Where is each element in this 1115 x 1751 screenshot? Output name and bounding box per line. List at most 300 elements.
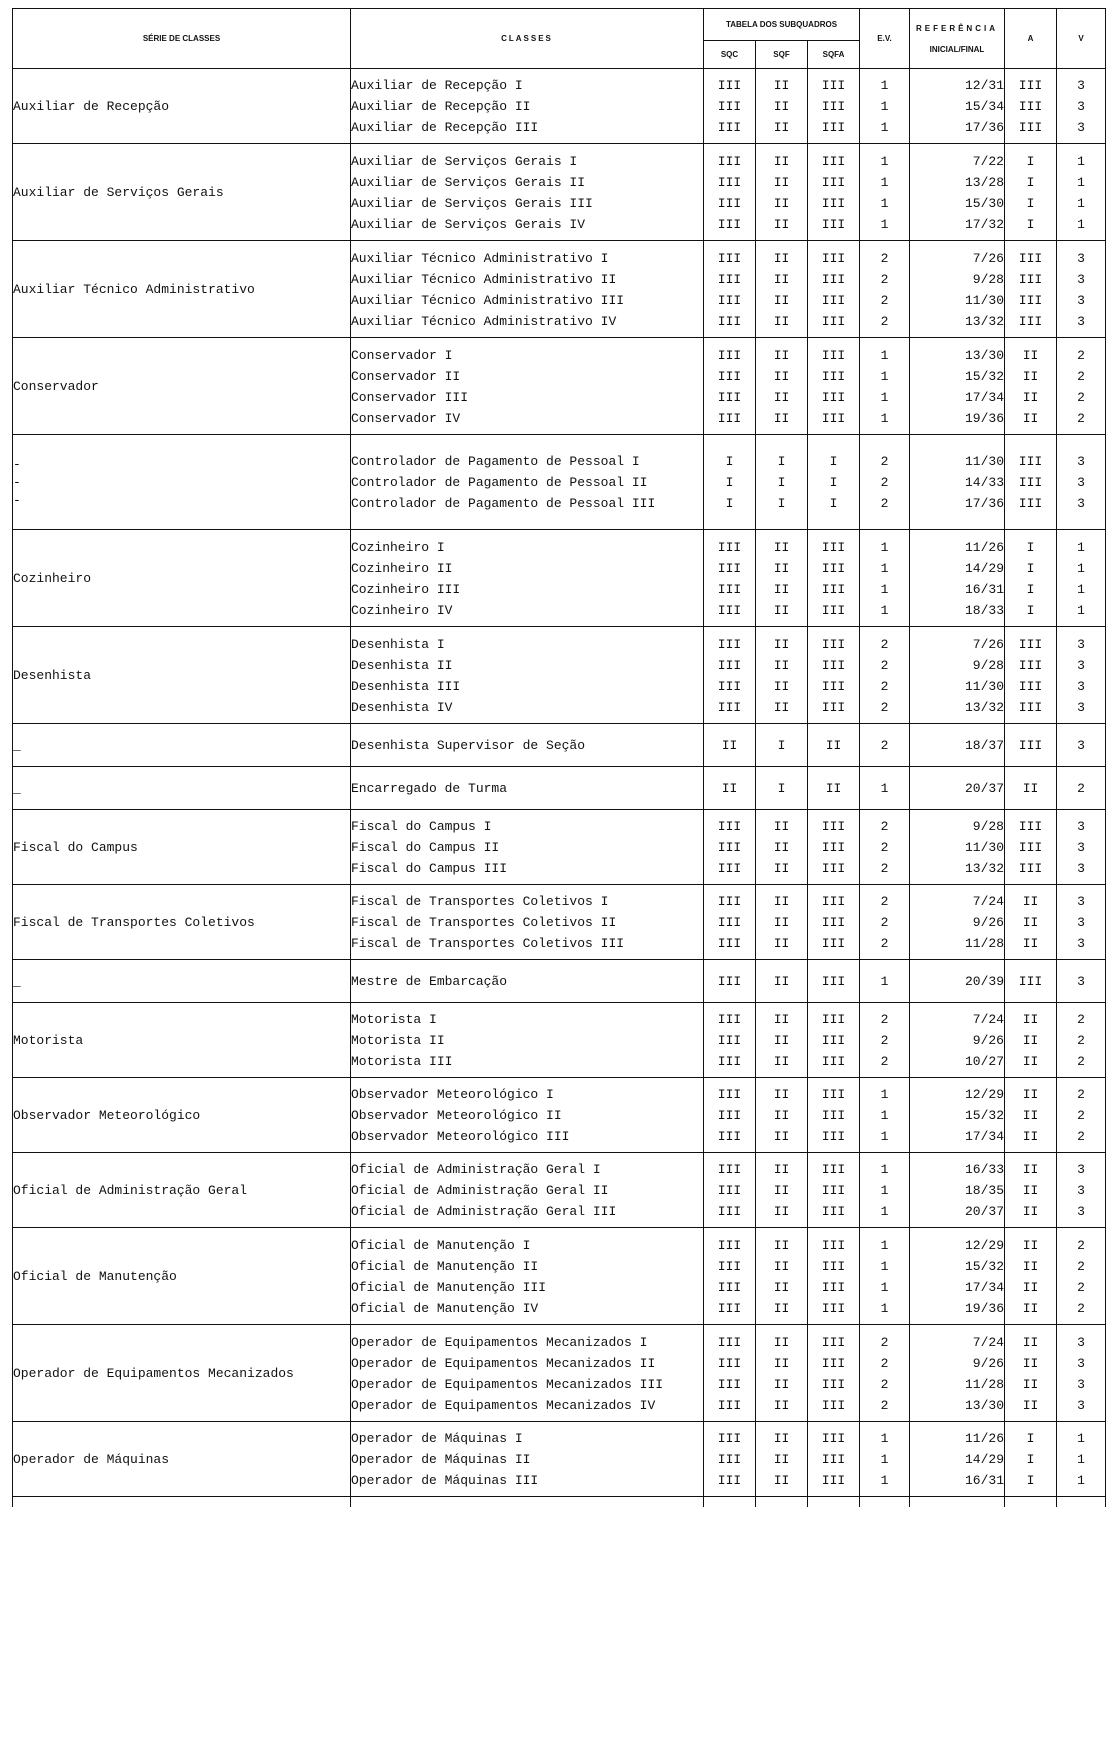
referencia-cell: 17/36 [910,493,1005,530]
serie-de-classes-cell: Oficial de Administração Geral [13,1153,351,1228]
sqc-cell: III [704,960,756,1003]
a-cell: II [1005,767,1057,810]
table-row [13,885,1106,912]
table-row [13,724,1106,767]
sqc-cell: III [704,1003,756,1030]
bottom-border-cell [704,1497,756,1507]
sqc-cell: III [704,366,756,387]
table-row [13,960,1106,1003]
ev-cell: 1 [860,1422,910,1449]
sqfa-cell: III [808,241,860,269]
bottom-border-cell [860,1497,910,1507]
sqc-cell: III [704,1228,756,1256]
referencia-cell: 17/34 [910,1277,1005,1298]
referencia-cell: 16/31 [910,1470,1005,1497]
sqc-cell: III [704,1153,756,1180]
v-cell: 3 [1057,1374,1106,1395]
v-cell: 3 [1057,960,1106,1003]
classe-cell: Auxiliar de Serviços Gerais IV [351,214,704,241]
sqfa-cell: III [808,1078,860,1105]
v-cell: 3 [1057,1201,1106,1228]
sqc-cell: I [704,435,756,472]
classes-table [12,8,1106,1507]
header-ev: E.V. [860,9,910,69]
serie-de-classes-cell: Motorista [13,1003,351,1078]
sqfa-cell: III [808,1298,860,1325]
serie-de-classes-cell: Desenhista [13,627,351,724]
sqf-cell: II [756,627,808,655]
ev-cell: 2 [860,241,910,269]
sqc-cell: III [704,241,756,269]
sqfa-cell: III [808,1374,860,1395]
a-cell: II [1005,1256,1057,1277]
referencia-cell: 13/32 [910,311,1005,338]
classe-cell: Conservador II [351,366,704,387]
ev-cell: 2 [860,885,910,912]
v-cell: 1 [1057,579,1106,600]
bottom-border-cell [351,1497,704,1507]
sqf-cell: II [756,885,808,912]
v-cell: 3 [1057,311,1106,338]
a-cell: II [1005,366,1057,387]
v-cell: 3 [1057,912,1106,933]
sqfa-cell: III [808,1277,860,1298]
a-cell: III [1005,724,1057,767]
ev-cell: 1 [860,408,910,435]
a-cell: II [1005,1003,1057,1030]
a-cell: III [1005,655,1057,676]
classe-cell: Operador de Máquinas I [351,1422,704,1449]
serie-de-classes-cell: _ [13,724,351,767]
a-cell: II [1005,1153,1057,1180]
ev-cell: 2 [860,837,910,858]
a-cell: II [1005,1051,1057,1078]
sqfa-cell: III [808,1449,860,1470]
classe-cell: Fiscal de Transportes Coletivos III [351,933,704,960]
v-cell: 2 [1057,366,1106,387]
sqfa-cell: III [808,96,860,117]
v-cell: 1 [1057,1449,1106,1470]
classe-cell: Auxiliar Técnico Administrativo IV [351,311,704,338]
classe-cell: Desenhista II [351,655,704,676]
sqfa-cell: III [808,338,860,366]
sqc-cell: III [704,269,756,290]
sqc-cell: III [704,530,756,558]
v-cell: 3 [1057,269,1106,290]
sqf-cell: II [756,579,808,600]
v-cell: 3 [1057,1353,1106,1374]
classe-cell: Conservador I [351,338,704,366]
sqc-cell: III [704,1395,756,1422]
v-cell: 3 [1057,241,1106,269]
referencia-cell: 11/30 [910,290,1005,311]
header-sqfa: SQFA [808,41,860,69]
ev-cell: 1 [860,1105,910,1126]
sqf-cell: II [756,1298,808,1325]
sqf-cell: II [756,69,808,96]
sqf-cell: II [756,269,808,290]
sqf-cell: II [756,655,808,676]
referencia-cell: 17/34 [910,387,1005,408]
a-cell: I [1005,214,1057,241]
ev-cell: 2 [860,1353,910,1374]
bottom-border-cell [808,1497,860,1507]
sqf-cell: I [756,472,808,493]
ev-cell: 1 [860,387,910,408]
a-cell: III [1005,676,1057,697]
sqfa-cell: III [808,1353,860,1374]
sqfa-cell: III [808,697,860,724]
v-cell: 2 [1057,1277,1106,1298]
referencia-cell: 7/26 [910,627,1005,655]
ev-cell: 1 [860,96,910,117]
sqfa-cell: III [808,1105,860,1126]
classe-cell: Mestre de Embarcação [351,960,704,1003]
sqc-cell: III [704,655,756,676]
a-cell: I [1005,600,1057,627]
v-cell: 3 [1057,933,1106,960]
referencia-cell: 9/28 [910,655,1005,676]
v-cell: 3 [1057,1180,1106,1201]
classe-cell: Oficial de Manutenção IV [351,1298,704,1325]
a-cell: II [1005,933,1057,960]
v-cell: 3 [1057,810,1106,837]
serie-de-classes-cell: Fiscal de Transportes Coletivos [13,885,351,960]
ev-cell: 1 [860,193,910,214]
sqfa-cell: III [808,912,860,933]
header-tabela-subquadros: TABELA DOS SUBQUADROS [704,9,860,41]
ev-cell: 1 [860,600,910,627]
classe-cell: Auxiliar de Recepção III [351,117,704,144]
sqf-cell: II [756,311,808,338]
sqc-cell: III [704,858,756,885]
v-cell: 2 [1057,1298,1106,1325]
v-cell: 3 [1057,1325,1106,1353]
sqc-cell: III [704,837,756,858]
v-cell: 3 [1057,117,1106,144]
ev-cell: 2 [860,290,910,311]
v-cell: 3 [1057,885,1106,912]
sqf-cell: II [756,1051,808,1078]
v-cell: 3 [1057,837,1106,858]
v-cell: 2 [1057,1126,1106,1153]
a-cell: III [1005,269,1057,290]
classe-cell: Cozinheiro II [351,558,704,579]
sqc-cell: III [704,697,756,724]
a-cell: II [1005,1180,1057,1201]
classe-cell: Encarregado de Turma [351,767,704,810]
referencia-cell: 15/32 [910,366,1005,387]
referencia-cell: 13/28 [910,172,1005,193]
sqf-cell: II [756,1256,808,1277]
a-cell: II [1005,1298,1057,1325]
sqf-cell: II [756,558,808,579]
classe-cell: Auxiliar Técnico Administrativo II [351,269,704,290]
ev-cell: 2 [860,472,910,493]
ev-cell: 1 [860,69,910,96]
ev-cell: 2 [860,1030,910,1051]
v-cell: 1 [1057,172,1106,193]
header-sqc: SQC [704,41,756,69]
sqc-cell: III [704,1180,756,1201]
sqf-cell: II [756,697,808,724]
a-cell: III [1005,311,1057,338]
sqc-cell: III [704,1353,756,1374]
a-cell: II [1005,1325,1057,1353]
ev-cell: 1 [860,1298,910,1325]
sqfa-cell: III [808,1470,860,1497]
a-cell: III [1005,117,1057,144]
referencia-cell: 7/24 [910,885,1005,912]
a-cell: II [1005,1201,1057,1228]
ev-cell: 2 [860,1051,910,1078]
ev-cell: 1 [860,172,910,193]
sqc-cell: III [704,1470,756,1497]
sqfa-cell: III [808,1180,860,1201]
table-row [13,530,1106,558]
sqc-cell: III [704,1325,756,1353]
classe-cell: Cozinheiro I [351,530,704,558]
sqf-cell: II [756,1126,808,1153]
ev-cell: 1 [860,1470,910,1497]
sqf-cell: I [756,493,808,530]
sqc-cell: II [704,724,756,767]
table-row [13,472,1106,493]
a-cell: II [1005,338,1057,366]
serie-de-classes-cell: _ [13,960,351,1003]
referencia-cell: 20/37 [910,1201,1005,1228]
sqfa-cell: III [808,655,860,676]
sqc-cell: II [704,767,756,810]
classe-cell: Conservador IV [351,408,704,435]
referencia-cell: 15/32 [910,1256,1005,1277]
sqfa-cell: III [808,676,860,697]
sqfa-cell: III [808,1256,860,1277]
sqfa-cell: III [808,172,860,193]
sqfa-cell: III [808,117,860,144]
sqc-cell: III [704,1277,756,1298]
a-cell: I [1005,193,1057,214]
referencia-cell: 17/34 [910,1126,1005,1153]
classe-cell: Oficial de Administração Geral I [351,1153,704,1180]
ev-cell: 2 [860,724,910,767]
sqf-cell: II [756,810,808,837]
ev-cell: 1 [860,530,910,558]
referencia-cell: 11/28 [910,933,1005,960]
ev-cell: 2 [860,435,910,472]
header-inicial-final: INICIAL/FINAL [929,44,985,54]
referencia-cell: 16/31 [910,579,1005,600]
classe-cell: Auxiliar Técnico Administrativo I [351,241,704,269]
sqc-cell: I [704,493,756,530]
referencia-cell: 20/37 [910,767,1005,810]
classe-cell: Cozinheiro IV [351,600,704,627]
classe-cell: Fiscal de Transportes Coletivos I [351,885,704,912]
bottom-border-cell [13,1497,351,1507]
referencia-cell: 16/33 [910,1153,1005,1180]
classe-cell: Controlador de Pagamento de Pessoal II [351,472,704,493]
referencia-cell: 10/27 [910,1051,1005,1078]
sqfa-cell: III [808,387,860,408]
sqf-cell: II [756,172,808,193]
sqc-cell: III [704,1051,756,1078]
ev-cell: 1 [860,1126,910,1153]
classe-cell: Auxiliar Técnico Administrativo III [351,290,704,311]
a-cell: II [1005,912,1057,933]
sqf-cell: II [756,1153,808,1180]
sqf-cell: II [756,1374,808,1395]
classe-cell: Auxiliar de Recepção I [351,69,704,96]
sqfa-cell: III [808,193,860,214]
sqf-cell: II [756,600,808,627]
ev-cell: 1 [860,579,910,600]
classe-cell: Observador Meteorológico I [351,1078,704,1105]
v-cell: 2 [1057,338,1106,366]
classe-cell: Conservador III [351,387,704,408]
classe-cell: Auxiliar de Serviços Gerais II [351,172,704,193]
ev-cell: 1 [860,144,910,172]
classe-cell: Operador de Equipamentos Mecanizados III [351,1374,704,1395]
referencia-cell: 20/39 [910,960,1005,1003]
sqfa-cell: III [808,1201,860,1228]
ev-cell: 2 [860,627,910,655]
a-cell: II [1005,387,1057,408]
referencia-cell: 13/30 [910,1395,1005,1422]
sqfa-cell: III [808,1003,860,1030]
a-cell: III [1005,858,1057,885]
sqc-cell: III [704,1030,756,1051]
v-cell: 3 [1057,493,1106,530]
referencia-cell: 12/29 [910,1228,1005,1256]
referencia-cell: 7/26 [910,241,1005,269]
v-cell: 2 [1057,1078,1106,1105]
table-row [13,1325,1106,1353]
v-cell: 1 [1057,558,1106,579]
v-cell: 2 [1057,767,1106,810]
ev-cell: 1 [860,960,910,1003]
a-cell: I [1005,1449,1057,1470]
sqf-cell: II [756,1325,808,1353]
sqc-cell: III [704,387,756,408]
v-cell: 3 [1057,435,1106,472]
classe-cell: Desenhista Supervisor de Seção [351,724,704,767]
serie-de-classes-cell: - [13,472,351,493]
a-cell: II [1005,1078,1057,1105]
sqf-cell: I [756,435,808,472]
sqf-cell: II [756,1277,808,1298]
classe-cell: Observador Meteorológico II [351,1105,704,1126]
sqc-cell: III [704,408,756,435]
sqc-cell: III [704,933,756,960]
sqf-cell: II [756,1228,808,1256]
ev-cell: 1 [860,767,910,810]
referencia-cell: 14/33 [910,472,1005,493]
sqc-cell: III [704,1256,756,1277]
v-cell: 3 [1057,724,1106,767]
classe-cell: Operador de Equipamentos Mecanizados II [351,1353,704,1374]
a-cell: III [1005,241,1057,269]
referencia-cell: 19/36 [910,1298,1005,1325]
sqfa-cell: III [808,933,860,960]
referencia-cell: 13/32 [910,697,1005,724]
sqfa-cell: III [808,290,860,311]
classe-cell: Desenhista III [351,676,704,697]
sqc-cell: III [704,1126,756,1153]
sqc-cell: III [704,558,756,579]
v-cell: 2 [1057,408,1106,435]
sqf-cell: II [756,117,808,144]
header-classes: CLASSES [351,9,704,69]
ev-cell: 2 [860,493,910,530]
classe-cell: Oficial de Manutenção II [351,1256,704,1277]
ev-cell: 2 [860,697,910,724]
sqc-cell: III [704,1201,756,1228]
sqfa-cell: III [808,1395,860,1422]
table-row [13,144,1106,172]
ev-cell: 2 [860,655,910,676]
v-cell: 2 [1057,1105,1106,1126]
a-cell: III [1005,472,1057,493]
sqfa-cell: III [808,69,860,96]
serie-de-classes-cell: Auxiliar de Serviços Gerais [13,144,351,241]
sqfa-cell: III [808,1325,860,1353]
sqc-cell: III [704,676,756,697]
sqf-cell: I [756,724,808,767]
a-cell: III [1005,627,1057,655]
classe-cell: Auxiliar de Serviços Gerais III [351,193,704,214]
ev-cell: 1 [860,1449,910,1470]
serie-de-classes-cell: Conservador [13,338,351,435]
sqf-cell: II [756,366,808,387]
sqfa-cell: III [808,858,860,885]
referencia-cell: 13/30 [910,338,1005,366]
v-cell: 3 [1057,697,1106,724]
sqfa-cell: III [808,579,860,600]
referencia-cell: 15/30 [910,193,1005,214]
referencia-cell: 7/22 [910,144,1005,172]
v-cell: 1 [1057,144,1106,172]
sqf-cell: I [756,767,808,810]
a-cell: III [1005,960,1057,1003]
sqfa-cell: III [808,627,860,655]
v-cell: 1 [1057,214,1106,241]
sqf-cell: II [756,1449,808,1470]
referencia-cell: 19/36 [910,408,1005,435]
serie-de-classes-cell: Oficial de Manutenção [13,1228,351,1325]
v-cell: 3 [1057,858,1106,885]
header-v: V [1057,9,1106,69]
sqf-cell: II [756,960,808,1003]
table-row [13,767,1106,810]
sqc-cell: III [704,69,756,96]
a-cell: I [1005,172,1057,193]
sqf-cell: II [756,676,808,697]
sqf-cell: II [756,1180,808,1201]
sqc-cell: III [704,1449,756,1470]
referencia-cell: 18/37 [910,724,1005,767]
v-cell: 3 [1057,655,1106,676]
sqf-cell: II [756,387,808,408]
referencia-cell: 9/26 [910,1353,1005,1374]
classe-cell: Operador de Máquinas II [351,1449,704,1470]
ev-cell: 2 [860,912,910,933]
ev-cell: 2 [860,1003,910,1030]
sqfa-cell: III [808,1228,860,1256]
sqc-cell: III [704,912,756,933]
ev-cell: 1 [860,1153,910,1180]
classe-cell: Operador de Máquinas III [351,1470,704,1497]
a-cell: II [1005,1030,1057,1051]
